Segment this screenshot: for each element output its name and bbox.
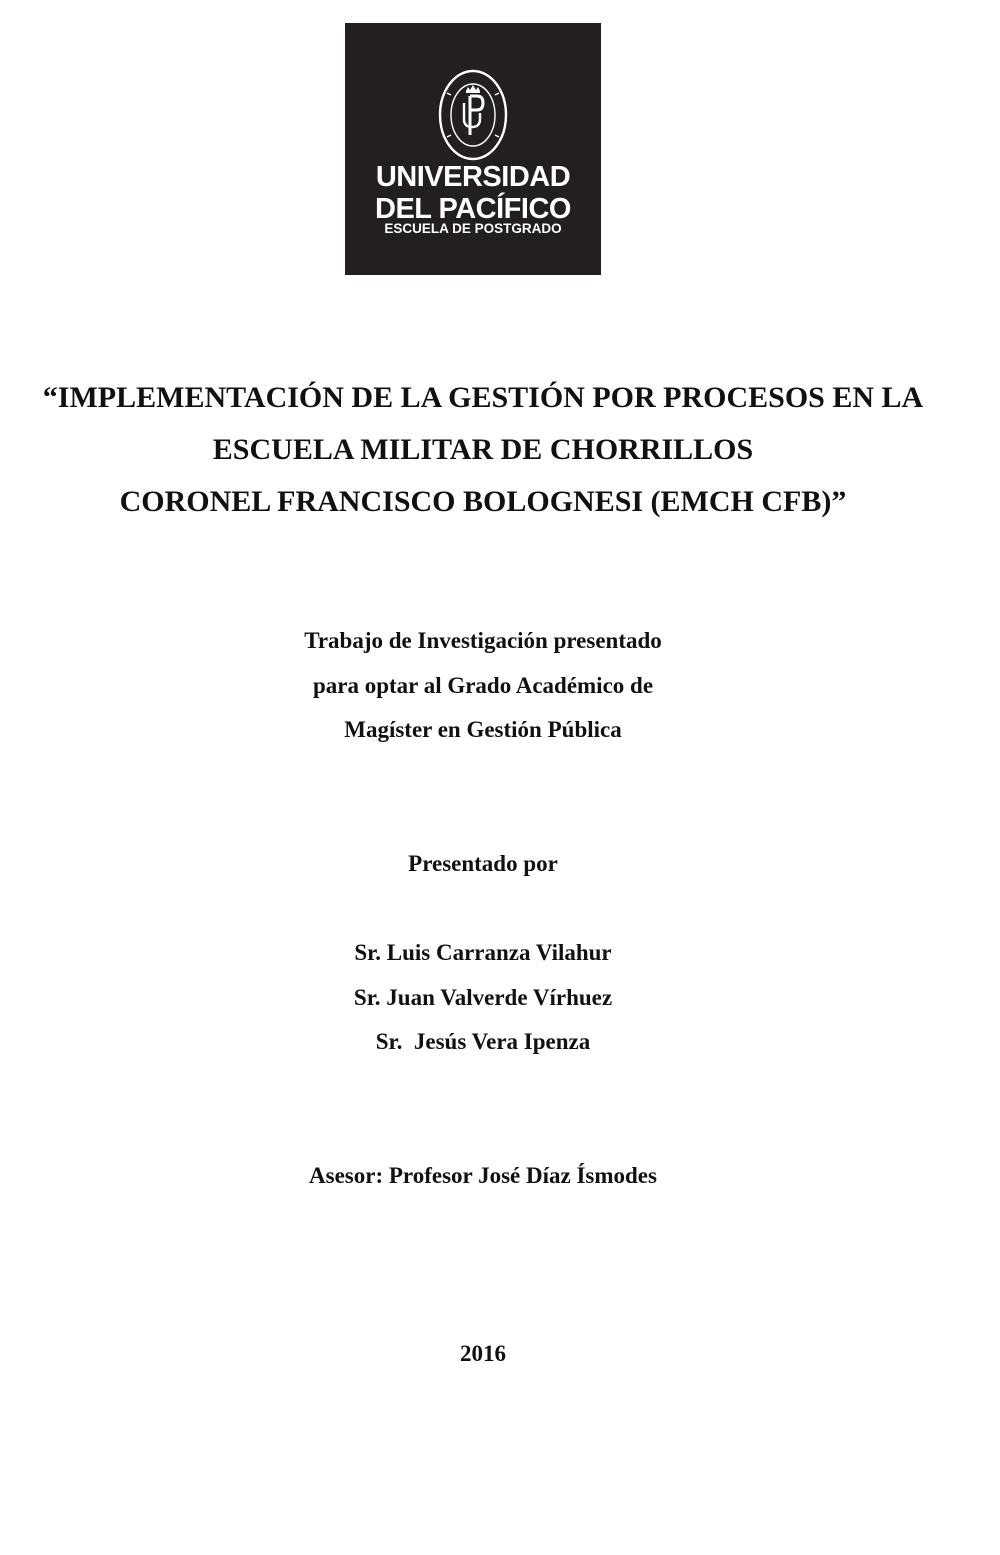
logo-school-name: ESCUELA DE POSTGRADO: [384, 221, 562, 236]
year: 2016: [460, 1341, 506, 1366]
advisor-line: Asesor: Profesor José Díaz Ísmodes: [309, 1163, 657, 1188]
author-name: Sr. Jesús Vera Ipenza: [375, 1029, 591, 1054]
university-seal-icon: [437, 63, 509, 175]
thesis-title-line1: “IMPLEMENTACIÓN DE LA GESTIÓN POR PROCESOS EN LA: [42, 381, 924, 414]
university-logo: [345, 23, 601, 275]
logo-name-line1: UNIVERSIDAD: [375, 161, 571, 193]
degree-line1: Trabajo de Investigación presentado: [304, 628, 662, 653]
degree-line3: Magíster en Gestión Pública: [344, 717, 622, 742]
presented-by-label: Presentado por: [408, 851, 558, 876]
degree-line2: para optar al Grado Académico de: [312, 673, 654, 698]
logo-name-line2: DEL PACÍFICO: [375, 193, 571, 225]
author-name: Sr. Luis Carranza Vilahur: [354, 940, 612, 965]
thesis-title-line3: CORONEL FRANCISCO BOLOGNESI (EMCH CFB)”: [119, 485, 847, 518]
thesis-title-line2: ESCUELA MILITAR DE CHORRILLOS: [212, 433, 754, 466]
author-name: Sr. Juan Valverde Vírhuez: [353, 985, 613, 1010]
